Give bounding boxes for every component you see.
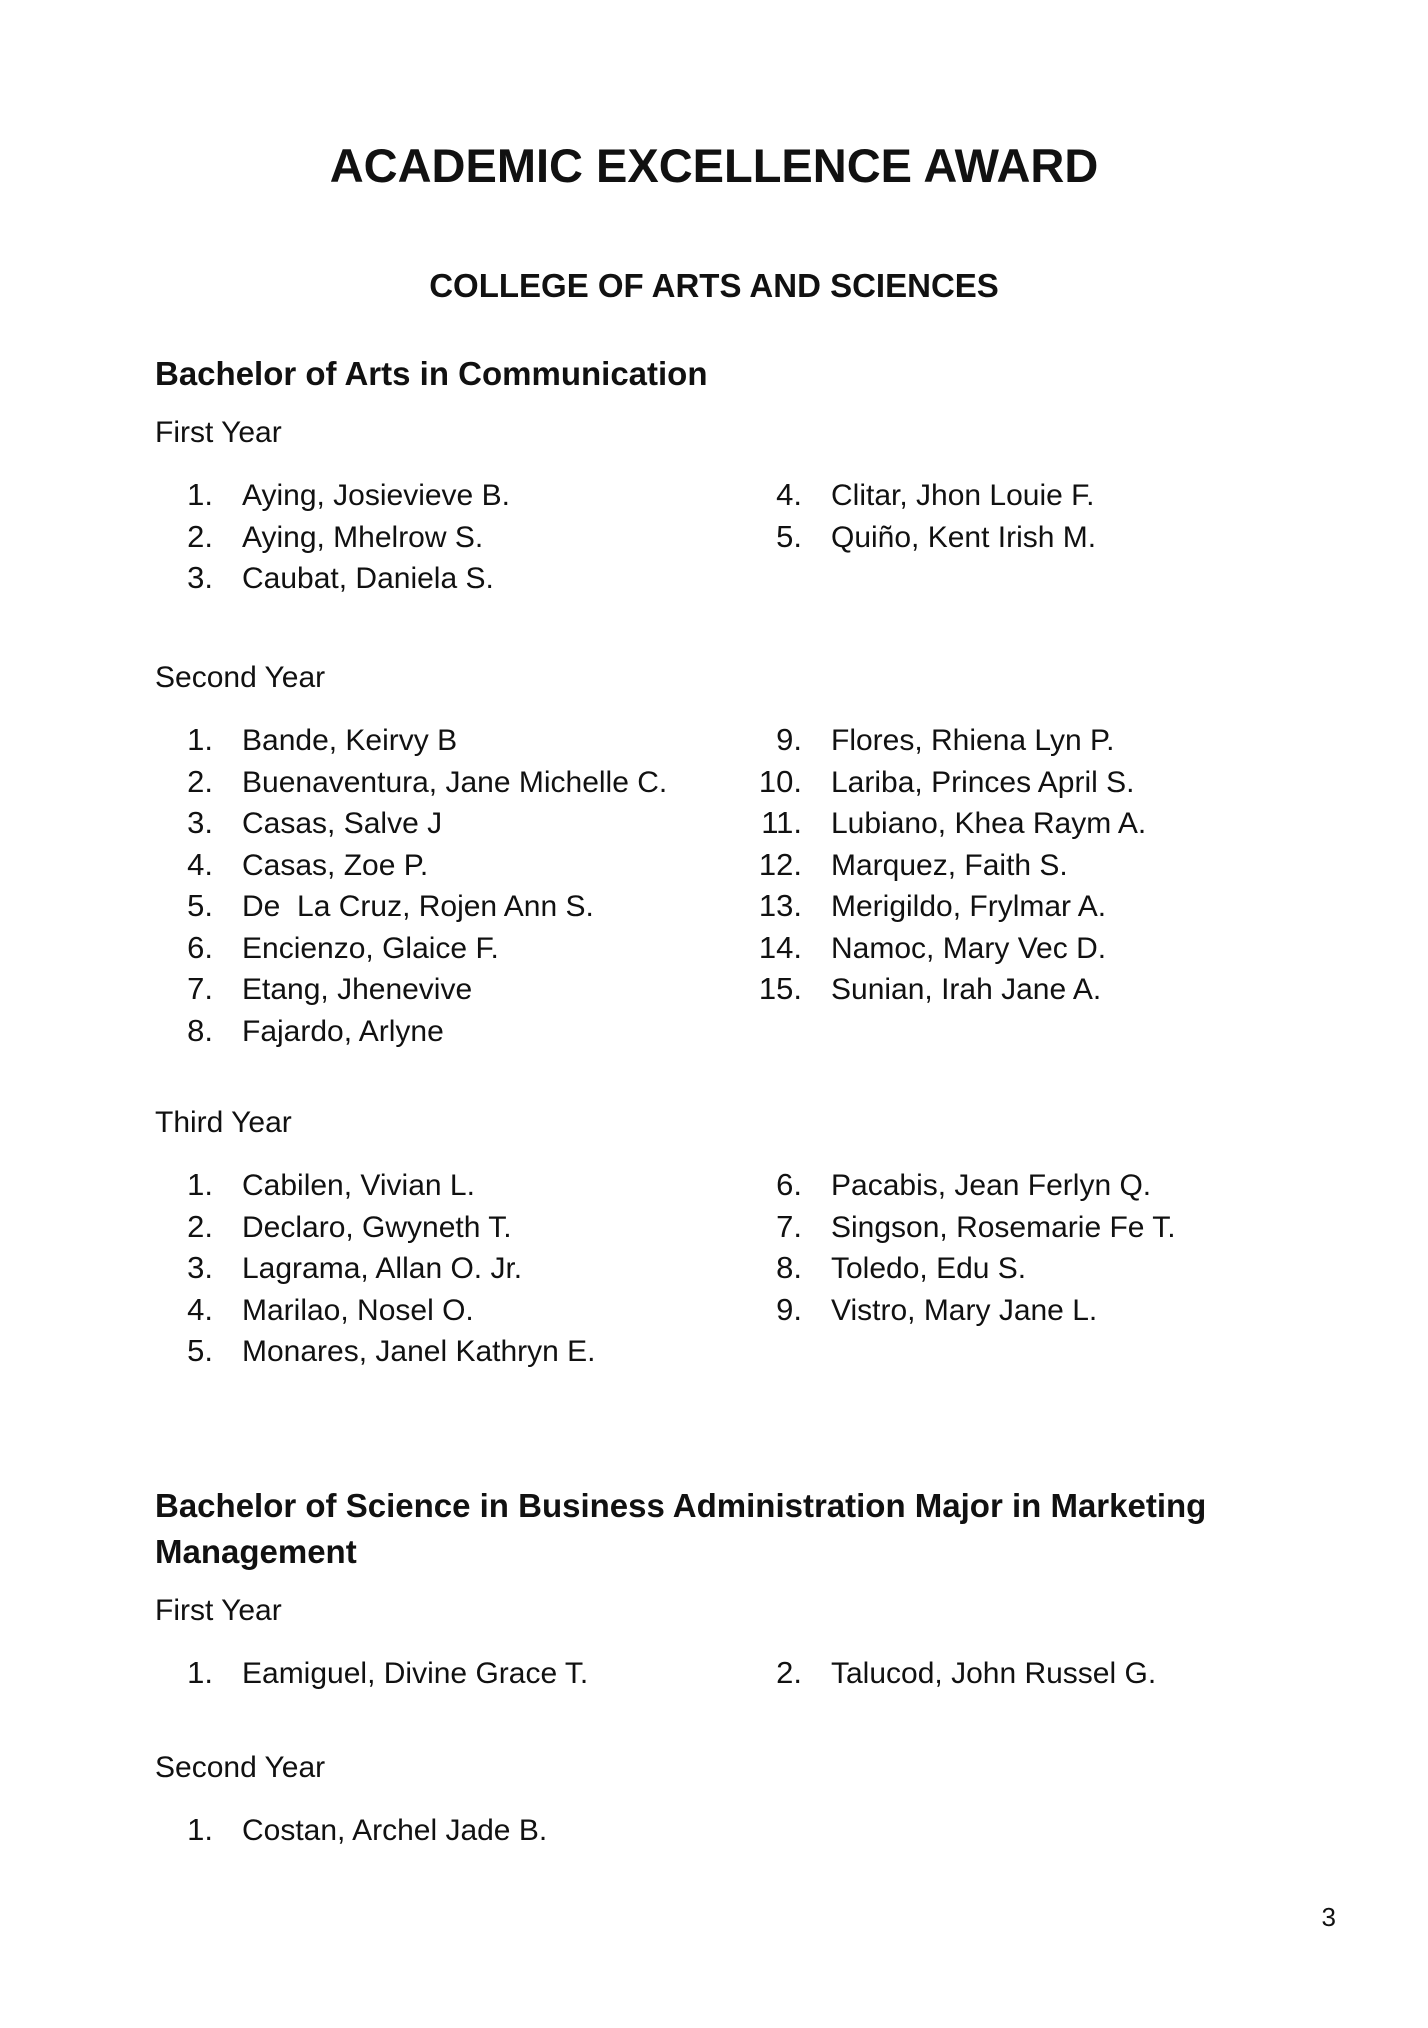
awardee-name: Vistro, Mary Jane L.	[831, 1293, 1098, 1327]
awardee-list-right	[744, 1164, 1176, 1330]
item-number: 3.	[187, 805, 213, 840]
awardee-name: Casas, Salve J	[242, 807, 443, 840]
item-number: 1.	[187, 1167, 213, 1202]
list-item	[155, 719, 667, 761]
list-item	[744, 844, 1146, 886]
awardee-name: Marilao, Nosel O.	[242, 1293, 474, 1327]
awardee-name: Caubat, Daniela S.	[242, 562, 494, 595]
awardee-list-left	[155, 719, 667, 1051]
list-item	[155, 927, 667, 969]
item-number: 3.	[187, 1250, 213, 1285]
page-number: 3	[1321, 1902, 1336, 1932]
item-number: 1.	[187, 1655, 213, 1690]
item-number: 2.	[187, 763, 213, 799]
awardee-name: Talucod, John Russel G.	[831, 1657, 1157, 1690]
awardee-list-right	[744, 719, 1146, 1010]
awardee-list-left	[155, 1809, 547, 1851]
list-item	[744, 1206, 1176, 1248]
awardee-name: Singson, Rosemarie Fe T.	[831, 1210, 1176, 1244]
awardee-name: Lubiano, Khea Raym A.	[831, 807, 1147, 840]
list-item	[155, 557, 510, 599]
year-label: Third Year	[155, 1106, 292, 1139]
item-number: 9.	[776, 722, 802, 757]
list-item	[155, 1206, 596, 1248]
list-item	[744, 474, 1096, 516]
year-label: Second Year	[155, 1751, 326, 1784]
awardee-name: Pacabis, Jean Ferlyn Q.	[831, 1169, 1152, 1202]
awardee-list-left	[155, 474, 510, 599]
item-number: 1.	[187, 722, 213, 757]
item-number: 11.	[761, 805, 802, 840]
program-name: Bachelor of Arts in Communication	[155, 355, 708, 392]
list-item	[155, 761, 667, 803]
item-number: 15.	[758, 971, 802, 1006]
awardee-name: Quiño, Kent Irish M.	[831, 520, 1097, 554]
list-item	[744, 927, 1146, 969]
item-number: 6.	[776, 1167, 802, 1202]
list-item	[155, 1010, 667, 1052]
list-item	[155, 1652, 588, 1694]
program-heading	[155, 351, 1235, 397]
program-name-line: Bachelor of Science in Business Administration Major in Marketing	[155, 1487, 1207, 1524]
awardee-name: Marquez, Faith S.	[831, 848, 1068, 882]
awardee-name: Monares, Janel Kathryn E.	[242, 1335, 596, 1368]
list-item	[155, 1809, 547, 1851]
awardee-list-right	[744, 474, 1096, 557]
awardee-name: Lagrama, Allan O. Jr.	[242, 1252, 523, 1285]
list-item	[744, 885, 1146, 927]
awardee-name: Fajardo, Arlyne	[242, 1014, 444, 1048]
awardee-name: Bande, Keirvy B	[242, 724, 458, 757]
item-number: 4.	[187, 846, 213, 882]
program-name-line: Management	[155, 1533, 357, 1570]
list-item	[744, 516, 1096, 558]
program-heading	[155, 1483, 1235, 1575]
list-item	[744, 761, 1146, 803]
awardee-name: Lariba, Princes April S.	[831, 765, 1135, 799]
list-item	[155, 844, 667, 886]
list-item	[744, 1652, 1156, 1694]
awardee-name: Toledo, Edu S.	[831, 1252, 1027, 1285]
item-number: 6.	[187, 929, 213, 965]
list-item	[744, 1289, 1176, 1331]
awardee-name: Eamiguel, Divine Grace T.	[242, 1657, 589, 1690]
awardee-name: Aying, Mhelrow S.	[242, 520, 484, 554]
awardee-name: Aying, Josievieve B.	[242, 479, 510, 512]
list-item	[744, 968, 1146, 1010]
year-label: Second Year	[155, 661, 326, 694]
awardee-name: Cabilen, Vivian L.	[242, 1169, 475, 1202]
item-number: 1.	[187, 477, 213, 512]
awardee-list-left	[155, 1652, 588, 1694]
item-number: 5.	[187, 1333, 213, 1368]
list-item	[155, 1164, 596, 1206]
item-number: 7.	[776, 1208, 802, 1244]
college-heading: COLLEGE OF ARTS AND SCIENCES	[429, 267, 999, 304]
awardee-name: Namoc, Mary Vec D.	[831, 931, 1107, 965]
list-item	[155, 1330, 596, 1372]
item-number: 7.	[187, 971, 213, 1006]
list-item	[744, 1164, 1176, 1206]
item-number: 12.	[758, 846, 802, 882]
item-number: 4.	[187, 1291, 213, 1327]
awardee-list-right	[744, 1652, 1156, 1694]
list-item	[155, 1289, 596, 1331]
item-number: 14.	[758, 929, 802, 965]
item-number: 2.	[187, 1208, 213, 1244]
item-number: 8.	[776, 1250, 802, 1285]
awardee-list-left	[155, 1164, 596, 1372]
awardee-name: Clitar, Jhon Louie F.	[831, 479, 1095, 512]
awardee-name: Sunian, Irah Jane A.	[831, 973, 1102, 1006]
item-number: 10.	[758, 763, 802, 799]
item-number: 3.	[187, 560, 213, 595]
list-item	[155, 1247, 596, 1289]
year-label: First Year	[155, 1594, 282, 1627]
item-number: 4.	[776, 477, 802, 512]
awardee-name: Encienzo, Glaice F.	[242, 931, 499, 965]
awardee-name: Merigildo, Frylmar A.	[831, 890, 1107, 923]
awardee-name: Costan, Archel Jade B.	[242, 1814, 548, 1847]
list-item	[155, 968, 667, 1010]
list-item	[155, 474, 510, 516]
awardee-name: Flores, Rhiena Lyn P.	[831, 724, 1115, 757]
awardee-name: Buenaventura, Jane Michelle C.	[242, 765, 668, 799]
item-number: 5.	[187, 888, 213, 923]
list-item	[155, 516, 510, 558]
list-item	[744, 802, 1146, 844]
item-number: 5.	[776, 518, 802, 554]
list-item	[744, 1247, 1176, 1289]
awardee-name: De La Cruz, Rojen Ann S.	[242, 890, 594, 923]
item-number: 8.	[187, 1012, 213, 1048]
item-number: 13.	[758, 888, 802, 923]
awardee-name: Declaro, Gwyneth T.	[242, 1210, 512, 1244]
item-number: 2.	[776, 1655, 802, 1690]
document-title: ACADEMIC EXCELLENCE AWARD	[329, 139, 1099, 192]
year-label: First Year	[155, 416, 282, 449]
awardee-name: Etang, Jhenevive	[242, 973, 473, 1006]
item-number: 2.	[187, 518, 213, 554]
awardee-name: Casas, Zoe P.	[242, 848, 429, 882]
item-number: 9.	[776, 1291, 802, 1327]
list-item	[155, 885, 667, 927]
list-item	[155, 802, 667, 844]
list-item	[744, 719, 1146, 761]
item-number: 1.	[187, 1812, 213, 1847]
